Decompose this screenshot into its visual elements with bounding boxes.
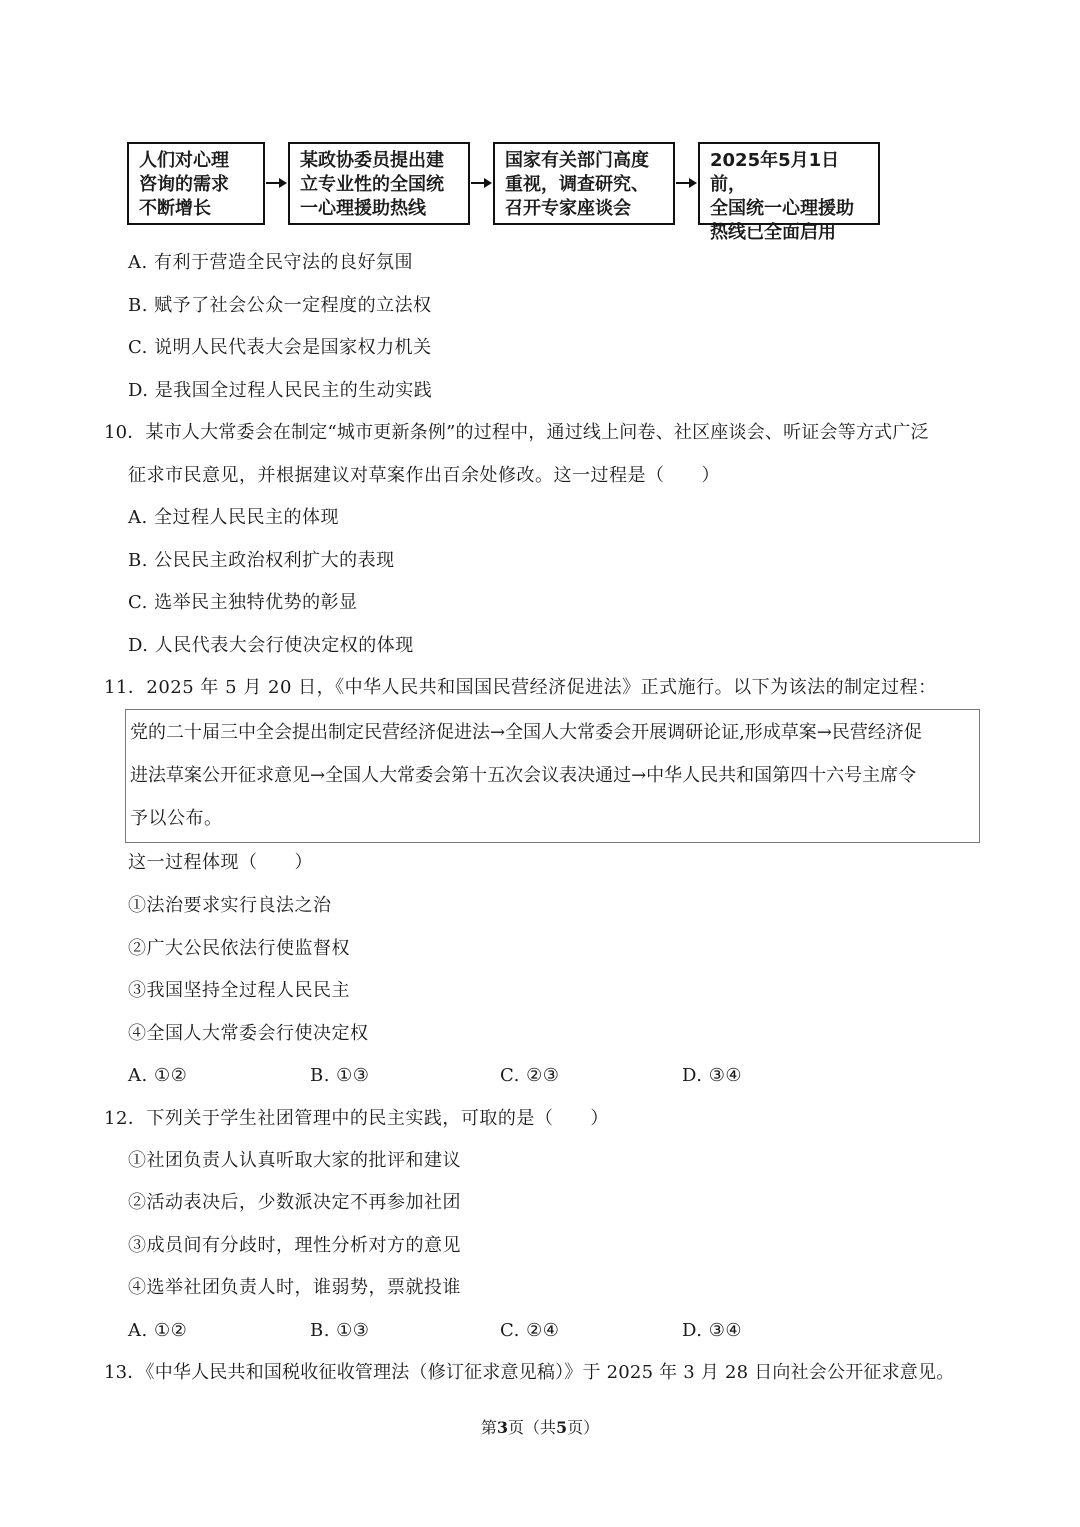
q11-stem: 11．2025 年 5 月 20 日，《中华人民共和国国民营经济促进法》正式施行。以下为该法的制定过程： bbox=[104, 677, 937, 698]
footer-prefix: 第 bbox=[480, 1418, 497, 1437]
flow-box-text: 重视，调查研究、 bbox=[505, 174, 649, 195]
q11-statement-3: ③我国坚持全过程人民民主 bbox=[128, 980, 350, 1001]
q12-statement-2: ②活动表决后，少数派决定不再参加社团 bbox=[128, 1192, 461, 1213]
q10-option-d: D. 人民代表大会行使决定权的体现 bbox=[128, 635, 414, 656]
flow-box-4 bbox=[698, 142, 880, 243]
q11-choice-b: B. ①③ bbox=[310, 1065, 370, 1086]
q12-statement-1: ①社团负责人认真听取大家的批评和建议 bbox=[128, 1150, 461, 1171]
q11-statement-1: ①法治要求实行良法之治 bbox=[128, 895, 332, 916]
q12-statement-4: ④选举社团负责人时，谁弱势，票就投谁 bbox=[128, 1277, 461, 1298]
q11-material-line-3: 予以公布。 bbox=[130, 808, 223, 829]
q10-option-a: A. 全过程人民民主的体现 bbox=[128, 507, 339, 528]
q11-material-line-2: 进法草案公开征求意见→全国人大常委会第十五次会议表决通过→中华人民共和国第四十六号主席令 bbox=[130, 765, 917, 786]
footer-page-number: 3 bbox=[496, 1418, 508, 1437]
q9-option-b: B. 赋予了社会公众一定程度的立法权 bbox=[128, 295, 432, 316]
q11-choice-c: C. ②③ bbox=[500, 1065, 560, 1086]
q11-statement-4: ④全国人大常委会行使决定权 bbox=[128, 1023, 369, 1044]
flow-box-text: 召开专家座谈会 bbox=[505, 198, 631, 219]
q9-option-a: A. 有利于营造全民守法的良好氛围 bbox=[128, 252, 413, 273]
footer-middle: 页（共 bbox=[507, 1418, 556, 1437]
q12-statement-3: ③成员间有分歧时，理性分析对方的意见 bbox=[128, 1235, 461, 1256]
flow-box-1 bbox=[127, 142, 265, 225]
flow-box-text: 人们对心理 bbox=[139, 150, 229, 171]
flow-box-text: 热线已全面启用 bbox=[710, 222, 836, 243]
q10-stem-line-1: 10．某市人大常委会在制定“城市更新条例”的过程中，通过线上问卷、社区座谈会、听证会等方式广泛 bbox=[104, 422, 929, 443]
q12-choice-d: D. ③④ bbox=[682, 1320, 743, 1341]
q11-statement-2: ②广大公民依法行使监督权 bbox=[128, 938, 350, 959]
q11-choice-a: A. ①② bbox=[128, 1065, 188, 1086]
q10-stem-line-2: 征求市民意见，并根据建议对草案作出百余处修改。这一过程是（ ） bbox=[128, 465, 720, 486]
q13-stem: 13．《中华人民共和国税收征收管理法（修订征求意见稿）》于 2025 年 3 月 28 日向社会公开征求意见。 bbox=[104, 1362, 955, 1383]
flow-box-2 bbox=[288, 142, 470, 225]
flow-box-text: 立专业性的全国统 bbox=[300, 174, 444, 195]
flow-box-text: 全国统一心理援助 bbox=[710, 198, 854, 219]
q11-material-line-1: 党的二十届三中全会提出制定民营经济促进法→全国人大常委会开展调研论证,形成草案→民营经济促 bbox=[130, 722, 922, 743]
arrow-icon bbox=[265, 175, 288, 191]
q10-option-c: C. 选举民主独特优势的彰显 bbox=[128, 592, 358, 613]
q12-choice-c: C. ②④ bbox=[500, 1320, 560, 1341]
q12-choice-b: B. ①③ bbox=[310, 1320, 370, 1341]
flow-box-text: 一心理援助热线 bbox=[300, 198, 426, 219]
footer-suffix: 页） bbox=[567, 1418, 600, 1437]
q12-stem: 12．下列关于学生社团管理中的民主实践，可取的是（ ） bbox=[104, 1108, 609, 1129]
page-footer bbox=[0, 1415, 1080, 1438]
flow-box-3 bbox=[493, 142, 675, 225]
q9-option-c: C. 说明人民代表大会是国家权力机关 bbox=[128, 337, 432, 358]
flow-box-text: 国家有关部门高度 bbox=[505, 150, 649, 171]
q11-question: 这一过程体现（ ） bbox=[128, 852, 313, 873]
arrow-icon bbox=[470, 175, 493, 191]
footer-total-pages: 5 bbox=[556, 1418, 568, 1437]
flow-box-text: 2025年5月1日前， bbox=[710, 150, 840, 195]
flow-box-text: 咨询的需求 bbox=[139, 174, 229, 195]
arrow-icon bbox=[675, 175, 698, 191]
q9-option-d: D. 是我国全过程人民民主的生动实践 bbox=[128, 380, 433, 401]
flow-box-text: 某政协委员提出建 bbox=[300, 150, 444, 171]
q11-choice-d: D. ③④ bbox=[682, 1065, 743, 1086]
flow-box-text: 不断增长 bbox=[139, 198, 211, 219]
q10-option-b: B. 公民民主政治权利扩大的表现 bbox=[128, 550, 395, 571]
q12-choice-a: A. ①② bbox=[128, 1320, 188, 1341]
